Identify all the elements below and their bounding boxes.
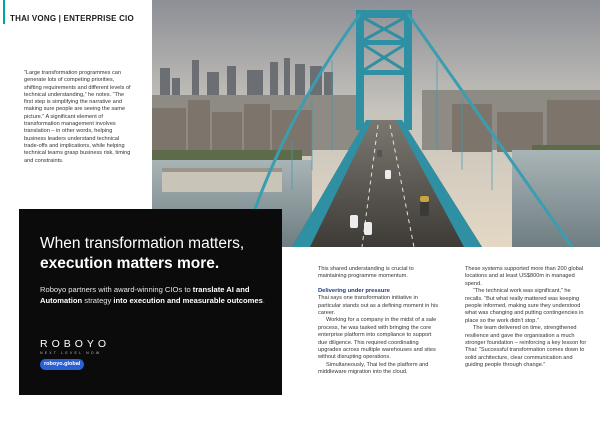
column-mid-paragraph-3: Working for a company in the midst of a sale process, he was tasked with bringing the core enterprise platform into compliance to support due diligence. This required coordinating upgrades across multiple warehouses and sites without disrupting operations. <box>318 317 437 361</box>
ad-headline-line1: When transformation matters, <box>40 235 245 252</box>
ad-body-dot: . <box>262 296 265 305</box>
article-column-right <box>465 266 587 370</box>
column-mid-paragraph-1: This shared understanding is crucial to maintaining programme momentum. <box>318 266 414 280</box>
roboyo-advert[interactable] <box>19 209 282 395</box>
intro-paragraph: “Large transformation programmes can generate lots of competing priorities, shifting requirements and different levels of technical understanding,” he notes. “The first step is simplifying the narrative and making sure people are seeing the same picture.” A significant element of transformation management involves translation – in other words, helping business leaders understand technical trade-offs and implications, while helping technical teams grasp business risk, timing and constraints. <box>24 70 131 164</box>
roboyo-url-link[interactable]: roboyo.global <box>40 359 84 370</box>
roboyo-tagline: NEXT LEVEL NOW <box>40 351 102 355</box>
ad-body-part1: Roboyo partners with award-winning CIOs to <box>40 285 193 294</box>
column-mid-paragraph-2: Thai says one transformation initiative in particular stands out as a defining moment in his career. <box>318 295 439 317</box>
ad-body-part2: strategy <box>82 296 114 305</box>
header-accent-rule <box>3 0 5 24</box>
column-mid-paragraph-4: Simultaneously, Thai led the platform and middleware migration into the cloud. <box>318 361 429 376</box>
column-right-paragraph-3: The team delivered on time, strengthened resilience and gave the organisation a much stronger foundation – reinforcing a key lesson for Thai: “Successful transformation comes down to solid architecture, clear communication and guiding people through change.” <box>465 325 587 369</box>
ad-body-bold2: into execution and measurable outcomes <box>113 296 263 305</box>
page-header-title: THAI VONG | ENTERPRISE CIO <box>10 14 134 23</box>
article-column-middle <box>318 266 440 377</box>
ad-headline-line2: execution matters more. <box>40 255 220 272</box>
section-subhead: Delivering under pressure <box>318 287 390 294</box>
ad-headline <box>40 234 244 274</box>
column-right-paragraph-1: These systems supported more than 200 global locations and at least US$800m in managed spend. <box>465 266 584 287</box>
column-right-paragraph-2: “The technical work was significant,” he recalls. “But what really mattered was keeping people informed, making sure they understood what was changing and putting contingencies in place so the work didn't stop.” <box>465 288 584 324</box>
ad-body-text <box>40 284 270 306</box>
ad-body-bold1: translate AI and Automation <box>40 285 250 305</box>
roboyo-logo: ROBOYO <box>40 338 111 350</box>
